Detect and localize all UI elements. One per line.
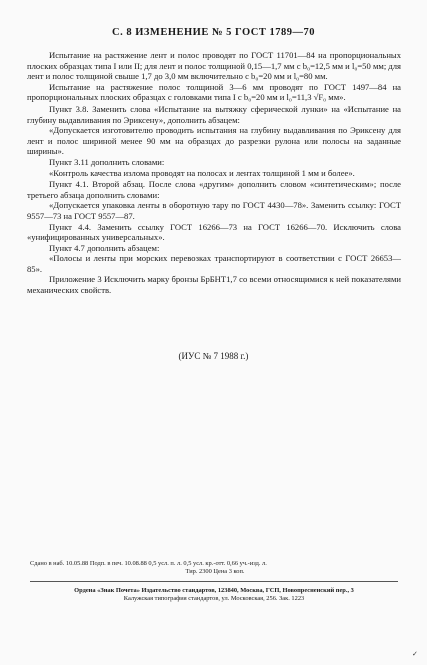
imprint-line-2: Тир. 2300 Цена 3 коп. (185, 568, 245, 576)
paragraph-tensile-test: Испытание на растяжение лент и полос проводят по ГОСТ 11701—84 на пропорциональных плоских образцах типа I или II; для лент и полос толщиной 0,15—1,7 мм с b₀=12,5 мм и l₀=50 мм; для лент и полос толщиной свыше 1,7 до 3,0 мм включительно с b₀=20 мм и l₀=80 мм. (27, 50, 401, 82)
publisher-block (30, 587, 398, 604)
publisher-line-2: Калужская типография стандартов, ул. Московская, 256. Зак. 1223 (123, 595, 305, 603)
page-header: С. 8 ИЗМЕНЕНИЕ № 5 ГОСТ 1789—70 (112, 27, 315, 38)
paragraph-sea-transport: «Полосы и ленты при морских перевозках транспортируют в соответствии с ГОСТ 26653—85». (27, 253, 401, 274)
imprint-line-1: Сдано в наб. 10.05.88 Подп. в печ. 10.08.88 0,5 усл. п. л. 0,5 усл. кр.-отт. 0,66 уч.-изд. л. (30, 560, 267, 567)
paragraph-appendix-3: Приложение 3 Исключить марку бронзы БрБНТ1,7 со всеми относящимися к ней показателями механических свойств. (27, 274, 401, 296)
ius-reference: (ИУС № 7 1988 г.) (178, 351, 249, 361)
publisher-line-1: Ордена «Знак Почета» Издательство стандартов, 123840, Москва, ГСП, Новопресненский пер., 3 (74, 587, 354, 594)
paragraph-fracture-control: «Контроль качества излома проводят на полосах и лентах толщиной 1 мм и более». (49, 167, 355, 178)
paragraph-erichsen: «Допускается изготовителю проводить испытания на глубину выдавливания по Эриксену для лент и полос шириной менее 90 мм на образцах до разрезки рулона или полосы на заданные ширины». (27, 125, 401, 157)
divider (30, 581, 398, 582)
paragraph-clause-4-1: Пункт 4.1. Второй абзац. После слова «другим» дополнить словом «синтетическим»; после третьего абзаца дополнить словами: (27, 179, 401, 200)
paragraph-clause-4-4: Пункт 4.4. Заменить ссылку ГОСТ 16266—73 на ГОСТ 16266—70. Исключить слова «унифицированных универсальных». (27, 221, 401, 243)
imprint (30, 560, 400, 576)
paragraph-clause-3-11: Пункт 3.11 дополнить словами: (49, 156, 165, 167)
paragraph-clause-3-8: Пункт 3.8. Заменить слова «Испытание на вытяжку сферической лунки» на «Испытание на глубину выдавливания по Эриксену», дополнить абзацем: (27, 103, 401, 125)
body-text (27, 50, 401, 296)
check-mark-icon: ✓ (412, 650, 418, 658)
paragraph-packaging: «Допускается упаковка ленты в оборотную тару по ГОСТ 4430—78». Заменить ссылку: ГОСТ 9557—73 на ГОСТ 9557—87. (27, 200, 401, 221)
paragraph-clause-4-7: Пункт 4.7 дополнить абзацем: (49, 242, 160, 253)
paragraph-tensile-thick: Испытание на растяжение полос толщиной 3—6 мм проводят по ГОСТ 1497—84 на пропорциональных плоских образцах с головками типа I с b₀=20 мм и l₀=11,3 √F₀ мм». (27, 81, 401, 103)
